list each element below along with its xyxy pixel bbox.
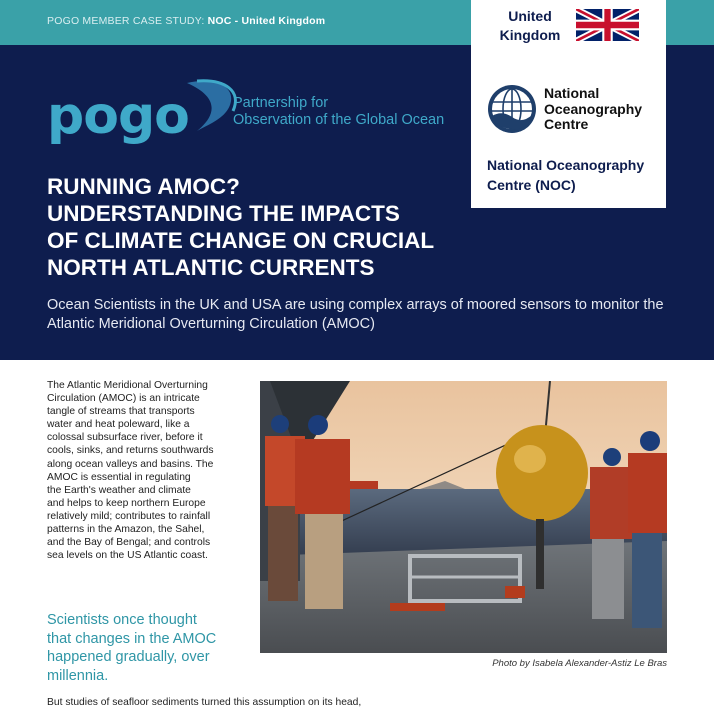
noc-logo-text: National Oceanography Centre [544,85,643,132]
pogo-wordmark: pogo [47,86,189,145]
intro-paragraph: The Atlantic Meridional Overturning Circulation (AMOC) is an intricate tangle of streams that transports water and heat poleward, like a colossal subsurface river, before it cools, sinks, and returns southwards along ocean valleys and basins. The AMOC is essential in regulating the Earth's weather and climate and helps to keep northern Europe relatively mild; contributes to rainfall patterns in the Amazon, the Sahel, and the Bay of Bengal; and controls sea levels on the US Atlantic coast. [47,380,214,562]
country-tag: NOC - United Kingdom [207,15,326,27]
ship-deck-photo [260,381,667,653]
photo-caption: Photo by Isabela Alexander-Astiz Le Bras [492,658,667,669]
case-study-label: POGO MEMBER CASE STUDY: NOC - United Kingdom [47,15,326,27]
article-title: RUNNING AMOC? UNDERSTANDING THE IMPACTS OF CLIMATE CHANGE ON CRUCIAL NORTH ATLANTIC CURRENTS [47,174,435,280]
body-continuation: But studies of seafloor sediments turned this assumption on its head, [47,697,362,708]
article-subtitle: Ocean Scientists in the UK and USA are using complex arrays of moored sensors to monitor the Atlantic Meridional Overturning Circulation (AMOC) [47,297,664,332]
member-name: National Oceanography Centre (NOC) [487,157,645,193]
country-name: United Kingdom [499,8,561,43]
uk-flag-icon [576,9,639,41]
pogo-wave-icon [187,81,231,131]
pull-quote: Scientists once thought that changes in the AMOC happened gradually, over millennia. [47,612,217,684]
pogo-tagline: Partnership for Observation of the Global Ocean [233,95,445,128]
noc-globe-icon [487,84,537,134]
